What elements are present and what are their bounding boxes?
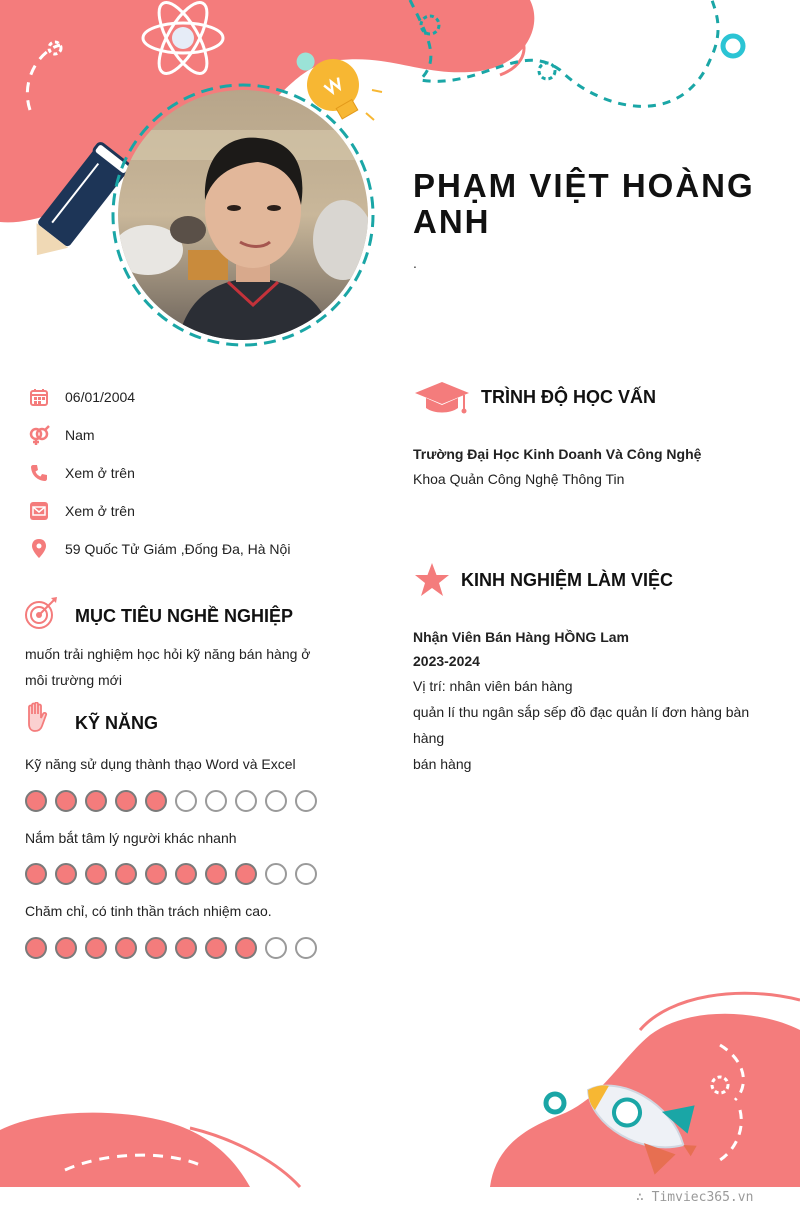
rating-dot-filled <box>55 937 77 959</box>
rating-dot-filled <box>235 937 257 959</box>
rating-dot-empty <box>265 863 287 885</box>
star-icon <box>414 562 450 603</box>
rating-dot-filled <box>235 863 257 885</box>
rating-dot-empty <box>295 937 317 959</box>
graduation-cap-icon <box>414 380 470 421</box>
skill-rating <box>25 790 325 812</box>
skill-name: Nắm bắt tâm lý người khác nhanh <box>25 830 237 846</box>
experience-desc: quản lí thu ngân sắp sếp đồ đạc quản lí đơn hàng bàn <box>413 704 750 720</box>
rating-dot-empty <box>235 790 257 812</box>
skill-name: Chăm chỉ, có tinh thần trách nhiệm cao. <box>25 903 272 919</box>
rating-dot-empty <box>295 863 317 885</box>
info-birthday: 06/01/2004 <box>28 385 135 409</box>
skill-rating <box>25 863 325 885</box>
info-gender: Nam <box>28 423 95 447</box>
skills-title: KỸ NĂNG <box>75 713 159 733</box>
experience-title: KINH NGHIỆM LÀM VIỆC <box>461 570 674 590</box>
phone-icon <box>28 462 50 484</box>
gender-icon <box>28 424 50 446</box>
rocket-icon <box>568 1055 714 1185</box>
rating-dot-filled <box>85 790 107 812</box>
rating-dot-filled <box>115 790 137 812</box>
experience-desc: hàng <box>413 730 445 746</box>
info-address: 59 Quốc Tử Giám ,Đống Đa, Hà Nội <box>28 537 290 561</box>
skill-name: Kỹ năng sử dụng thành thạo Word và Excel <box>25 756 296 772</box>
target-icon <box>24 596 58 635</box>
rating-dot-filled <box>205 937 227 959</box>
rating-dot-filled <box>175 863 197 885</box>
rating-dot-filled <box>145 863 167 885</box>
avatar <box>118 90 368 340</box>
rating-dot-filled <box>175 937 197 959</box>
rating-dot-filled <box>25 863 47 885</box>
rating-dot-filled <box>55 790 77 812</box>
experience-period: 2023-2024 <box>413 653 480 669</box>
education-major: Khoa Quản Công Nghệ Thông Tin <box>413 471 625 487</box>
rating-dot-empty <box>205 790 227 812</box>
info-phone: Xem ở trên <box>28 461 135 485</box>
rating-dot-filled <box>205 863 227 885</box>
rating-dot-filled <box>55 863 77 885</box>
info-email: Xem ở trên <box>28 499 135 523</box>
candidate-name: PHẠM VIỆT HOÀNG ANH <box>413 167 755 240</box>
rating-dot-empty <box>265 937 287 959</box>
timviec-logo: ∴ Timviec365.vn <box>636 1190 754 1205</box>
rating-dot-empty <box>265 790 287 812</box>
rating-dot-empty <box>175 790 197 812</box>
experience-desc: bán hàng <box>413 756 472 772</box>
experience-company: Nhận Viên Bán Hàng HỒNG Lam <box>413 629 629 645</box>
education-school: Trường Đại Học Kinh Doanh Và Công Nghệ <box>413 446 702 462</box>
rating-dot-filled <box>25 937 47 959</box>
rating-dot-filled <box>25 790 47 812</box>
rating-dot-filled <box>145 790 167 812</box>
experience-position: Vị trí: nhân viên bán hàng <box>413 678 573 694</box>
rating-dot-filled <box>85 863 107 885</box>
rating-dot-filled <box>145 937 167 959</box>
email-icon <box>28 500 50 522</box>
rating-dot-filled <box>115 937 137 959</box>
objective-title: MỤC TIÊU NGHỀ NGHIỆP <box>75 606 294 626</box>
calendar-icon <box>28 386 50 408</box>
location-icon <box>28 538 50 560</box>
education-title: TRÌNH ĐỘ HỌC VẤN <box>481 387 656 407</box>
objective-text: muốn trải nghiệm học hỏi kỹ năng bán hàng ở môi trường mới <box>25 646 311 688</box>
candidate-subtitle: . <box>413 255 417 271</box>
skill-rating <box>25 937 325 959</box>
rating-dot-empty <box>295 790 317 812</box>
rating-dot-filled <box>85 937 107 959</box>
hand-icon <box>25 702 49 739</box>
rating-dot-filled <box>115 863 137 885</box>
